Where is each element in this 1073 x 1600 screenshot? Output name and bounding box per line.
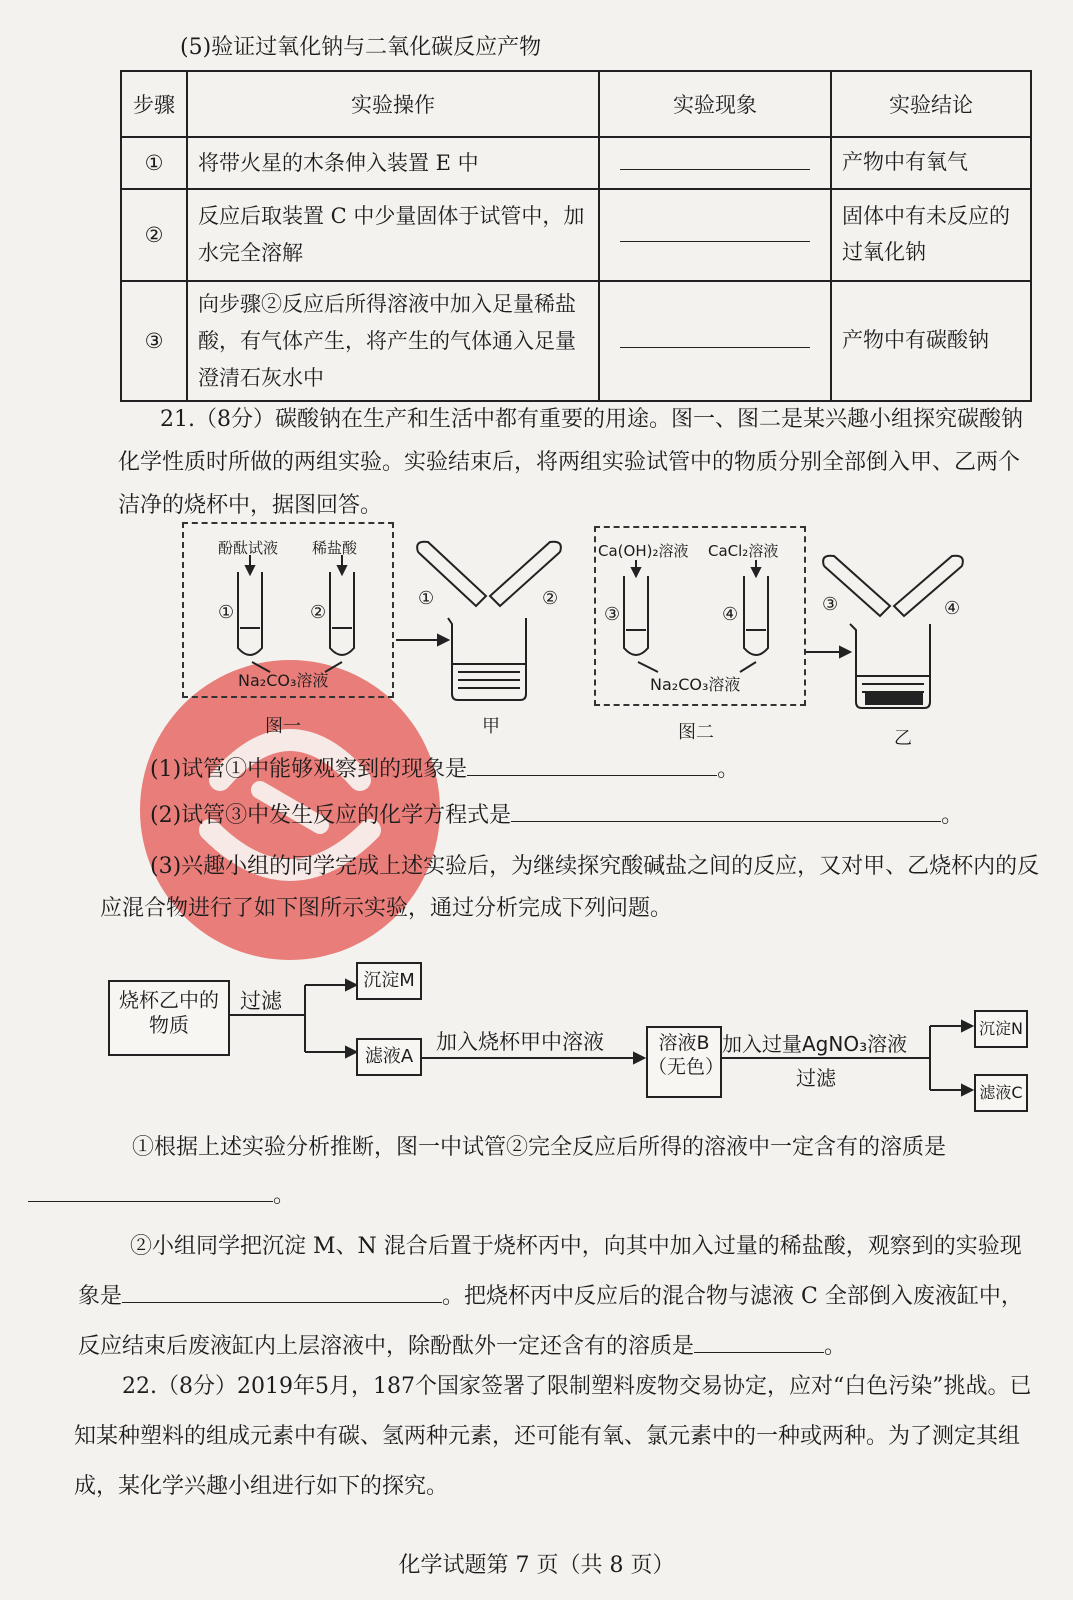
conclusion-cell: 产物中有碳酸钠 <box>831 281 1031 401</box>
answer-blank <box>28 1200 273 1202</box>
q21-sub1: ①根据上述实验分析推断，图一中试管②完全反应后所得的溶液中一定含有的溶质是 。 <box>80 1124 1040 1220</box>
flow-start-box: 烧杯乙中的物质 <box>108 980 230 1056</box>
table-header: 步骤 <box>121 71 187 137</box>
step-cell: ③ <box>121 281 187 401</box>
solution-b-box: 溶液B（无色） <box>646 1026 722 1098</box>
question-text: 。把烧杯丙中反应后的混合物与滤液 C 全部倒入废液缸中，反应结束后废液缸内上层溶液中，除酚酞外一定还含有的溶质是 <box>78 1284 1023 1359</box>
filtrate-a-box: 滤液A <box>356 1038 422 1076</box>
question-part-title: (5)验证过氧化钠与二氧化碳反应产物 <box>180 35 542 60</box>
q21-intro: 21.（8分）碳酸钠在生产和生活中都有重要的用途。图一、图二是某兴趣小组探究碳酸钠化学性质时所做的两组实验。实验结束后，将两组实验试管中的物质分别全部倒入甲、乙两个洁净的烧杯中，据图回答。 <box>118 407 1023 518</box>
tube-number: ② <box>542 588 559 609</box>
beaker-caption: 乙 <box>894 728 912 749</box>
table-header: 实验操作 <box>187 71 599 137</box>
question-text: ①根据上述实验分析推断，图一中试管②完全反应后所得的溶液中一定含有的溶质是 <box>132 1135 947 1160</box>
question-text: ②小组同学把沉淀 M、N 混合后置于烧杯丙中，向其中加入过量的稀盐酸，观察到的实验现象是 <box>78 1234 1022 1309</box>
q21-part3: (3)兴趣小组的同学完成上述实验后，为继续探究酸碱盐之间的反应，又对甲、乙烧杯内的反应混合物进行了如下图所示实验，通过分析完成下列问题。 <box>100 854 1040 921</box>
precipitate-m-box: 沉淀M <box>356 962 422 1000</box>
tube-number: ① <box>418 588 435 609</box>
flow-step-label: 过滤 <box>240 989 282 1013</box>
beaker-caption: 甲 <box>482 716 500 737</box>
flow-step-label: 过滤 <box>796 1066 836 1090</box>
answer-blank <box>122 1301 442 1303</box>
conclusion-cell: 产物中有氧气 <box>831 137 1031 189</box>
operation-cell: 向步骤②反应后所得溶液中加入足量稀盐酸，有气体产生，将产生的气体通入足量澄清石灰水中 <box>187 281 599 401</box>
flow-step-label: 加入过量AgNO₃溶液 <box>722 1032 908 1056</box>
table-header: 实验现象 <box>599 71 831 137</box>
tube-number: ④ <box>722 604 739 625</box>
q22-intro: 22.（8分）2019年5月，187个国家签署了限制塑料废物交易协定，应对“白色污染”挑战。已知某种塑料的组成元素中有碳、氢两种元素，还可能有氧、氯元素中的一种或两种。为了测定其组成，某化学兴趣小组进行如下的探究。 <box>74 1374 1032 1499</box>
conclusion-cell: 固体中有未反应的过氧化钠 <box>831 189 1031 281</box>
solution-label: Na₂CO₃溶液 <box>650 675 741 694</box>
question-text: (1)试管①中能够观察到的现象是 <box>150 757 468 782</box>
tube-number: ③ <box>604 604 621 625</box>
step-cell: ① <box>121 137 187 189</box>
flow-step-label: 加入烧杯甲中溶液 <box>436 1030 604 1054</box>
filtrate-c-box: 滤液C <box>974 1074 1028 1112</box>
tube-number: ② <box>310 602 327 623</box>
q21-sub2: ②小组同学把沉淀 M、N 混合后置于烧杯丙中，向其中加入过量的稀盐酸，观察到的实验现象是 。把烧杯丙中反应后的混合物与滤液 C 全部倒入废液缸中，反应结束后废液缸内上层溶液中，除酚酞外一定还含有的溶质是 。 <box>78 1234 1023 1359</box>
tube-number: ④ <box>944 598 961 619</box>
solution-label: Na₂CO₃溶液 <box>238 671 329 690</box>
answer-blank <box>511 820 941 822</box>
operation-cell: 反应后取装置 C 中少量固体于试管中，加水完全溶解 <box>187 189 599 281</box>
answer-blank <box>467 774 717 776</box>
reagent-label: 稀盐酸 <box>312 539 358 557</box>
table-header: 实验结论 <box>831 71 1031 137</box>
figure-caption: 图一 <box>265 716 301 737</box>
tube-number: ③ <box>822 594 839 615</box>
reagent-label: Ca(OH)₂溶液 <box>598 542 689 560</box>
q21-part1: (1)试管①中能够观察到的现象是 。 <box>150 757 740 782</box>
reagent-label: 酚酞试液 <box>218 539 279 557</box>
answer-blank <box>694 1351 824 1353</box>
step-cell: ② <box>121 189 187 281</box>
question-text: (2)试管③中发生反应的化学方程式是 <box>150 803 512 828</box>
page-footer: 化学试题第 7 页（共 8 页） <box>398 1553 675 1578</box>
reagent-label: CaCl₂溶液 <box>708 542 779 560</box>
operation-cell: 将带火星的木条伸入装置 E 中 <box>187 137 599 189</box>
q21-part2: (2)试管③中发生反应的化学方程式是 。 <box>150 803 964 828</box>
tube-number: ① <box>218 602 235 623</box>
figure-caption: 图二 <box>678 722 714 743</box>
precipitate-n-box: 沉淀N <box>974 1010 1028 1048</box>
